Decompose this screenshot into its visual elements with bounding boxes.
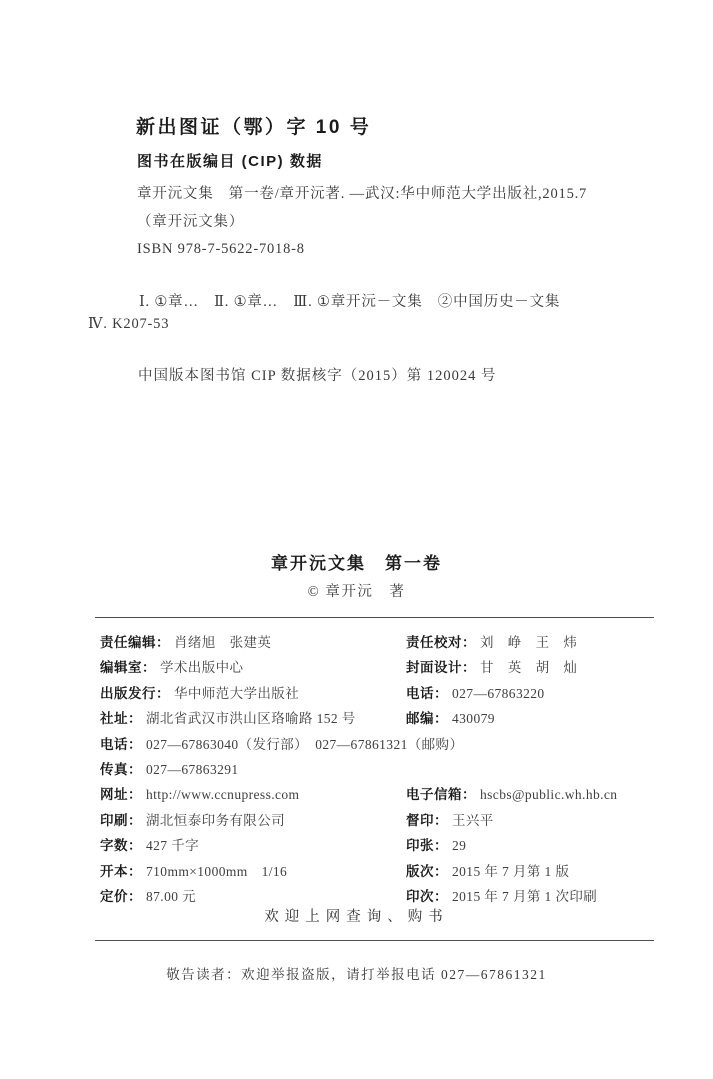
colophon-value: 29	[452, 838, 467, 854]
colophon-right-cell	[406, 885, 597, 905]
colophon-label: 责任校对：	[406, 635, 476, 650]
colophon-row	[100, 682, 660, 707]
cip-classification-line-2: Ⅳ. K207-53	[88, 316, 170, 332]
cip-record-number-line: 中国版本图书馆 CIP 数据核字（2015）第 120024 号	[138, 368, 497, 384]
colophon-value: http://www.ccnupress.com	[146, 787, 300, 803]
colophon-label: 传真：	[100, 761, 142, 777]
colophon-top-divider	[95, 617, 654, 618]
colophon-left-cell	[100, 860, 287, 880]
cip-description	[137, 181, 587, 264]
colophon-row	[100, 733, 660, 758]
colophon-left-cell	[100, 809, 285, 829]
colophon-label: 电话：	[100, 736, 142, 752]
colophon-left-cell	[100, 656, 243, 676]
colophon-label: 印次：	[406, 888, 448, 904]
colophon-table	[100, 631, 660, 910]
colophon-row	[100, 860, 660, 885]
colophon-value: 87.00 元	[146, 888, 197, 904]
colophon-label: 督印：	[406, 812, 448, 828]
colophon-value: 430079	[452, 711, 495, 727]
copyright-author-line	[0, 580, 713, 601]
colophon-right-cell	[406, 860, 569, 880]
colophon-row	[100, 656, 660, 681]
book-title: 章开沅文集 第一卷	[271, 554, 442, 573]
colophon-label: 责任编辑：	[100, 635, 170, 650]
colophon-right-cell	[406, 656, 577, 676]
colophon-value: 027—67863040（发行部） 027—67861321（邮购）	[146, 736, 464, 752]
colophon-left-cell	[100, 631, 271, 651]
colophon-left-cell	[100, 682, 299, 702]
colophon-label: 封面设计：	[406, 660, 476, 676]
colophon-left-cell	[100, 834, 199, 854]
colophon-label: 定价：	[100, 888, 142, 904]
colophon-right-cell	[406, 707, 495, 727]
colophon-left-cell	[100, 783, 299, 803]
colophon-label: 字数：	[100, 838, 142, 854]
colophon-left-cell	[100, 758, 239, 778]
cip-isbn-line: ISBN 978-7-5622-7018-8	[137, 241, 305, 257]
colophon-label: 出版发行：	[100, 685, 170, 701]
colophon-value: 学术出版中心	[160, 660, 244, 676]
colophon-value: 湖北恒泰印务有限公司	[146, 812, 285, 828]
colophon-value: 王兴平	[452, 812, 494, 828]
colophon-value: 甘 英 胡 灿	[480, 660, 578, 676]
colophon-left-cell	[100, 707, 356, 727]
colophon-right-cell	[406, 783, 617, 803]
colophon-right-cell	[406, 631, 577, 651]
colophon-right-cell	[406, 809, 494, 829]
colophon-value: hscbs@public.wh.hb.cn	[480, 787, 618, 803]
colophon-left-cell	[100, 885, 196, 905]
colophon-label: 社址：	[100, 711, 142, 727]
footer-divider	[95, 940, 654, 941]
colophon-label: 印张：	[406, 838, 448, 854]
cip-heading: 图书在版编目 (CIP) 数据	[137, 153, 323, 170]
publication-license-line: 新出图证（鄂）字 10 号	[136, 117, 372, 138]
cip-classification-line-1: Ⅰ. ①章… Ⅱ. ①章… Ⅲ. ①章开沅－文集 ②中国历史－文集	[139, 294, 561, 310]
colophon-row	[100, 783, 660, 808]
colophon-row	[100, 758, 660, 783]
colophon-value: 刘 峥 王 炜	[480, 635, 578, 650]
colophon-label: 电话：	[406, 685, 448, 701]
colophon-label: 电子信箱：	[406, 787, 476, 803]
colophon-row	[100, 809, 660, 834]
colophon-label: 网址：	[100, 787, 142, 803]
colophon-value: 肖绪旭 张建英	[174, 635, 272, 650]
colophon-value: 2015 年 7 月第 1 次印刷	[452, 888, 598, 904]
colophon-label: 开本：	[100, 863, 142, 879]
colophon-right-cell	[406, 834, 466, 854]
colophon-row	[100, 834, 660, 859]
colophon-left-cell	[100, 733, 463, 753]
colophon-right-cell	[406, 682, 545, 702]
colophon-value: 427 千字	[146, 838, 200, 854]
colophon-value: 027—67863220	[452, 685, 545, 701]
colophon-value: 2015 年 7 月第 1 版	[452, 863, 570, 879]
colophon-label: 印刷：	[100, 812, 142, 828]
welcome-line: 欢迎上网查询、购书	[264, 909, 449, 925]
cip-description-line-1: 章开沅文集 第一卷/章开沅著. —武汉:华中师范大学出版社,2015.7	[137, 186, 588, 202]
colophon-label: 邮编：	[406, 711, 448, 727]
colophon-label: 版次：	[406, 863, 448, 879]
colophon-value: 华中师范大学出版社	[174, 685, 300, 701]
author-name: 章开沅 著	[325, 584, 406, 600]
colophon-value: 湖北省武汉市洪山区珞喻路 152 号	[146, 711, 356, 727]
colophon-row	[100, 707, 660, 732]
colophon-label: 编辑室：	[100, 660, 156, 676]
colophon-value: 710mm×1000mm 1/16	[146, 863, 288, 879]
colophon-value: 027—67863291	[146, 761, 239, 777]
cip-description-line-2: （章开沅文集）	[137, 213, 245, 230]
piracy-notice-line: 敬告读者：欢迎举报盗版，请打举报电话 027—67861321	[166, 967, 547, 982]
colophon-row	[100, 631, 660, 656]
copyright-symbol: ©	[307, 584, 321, 600]
